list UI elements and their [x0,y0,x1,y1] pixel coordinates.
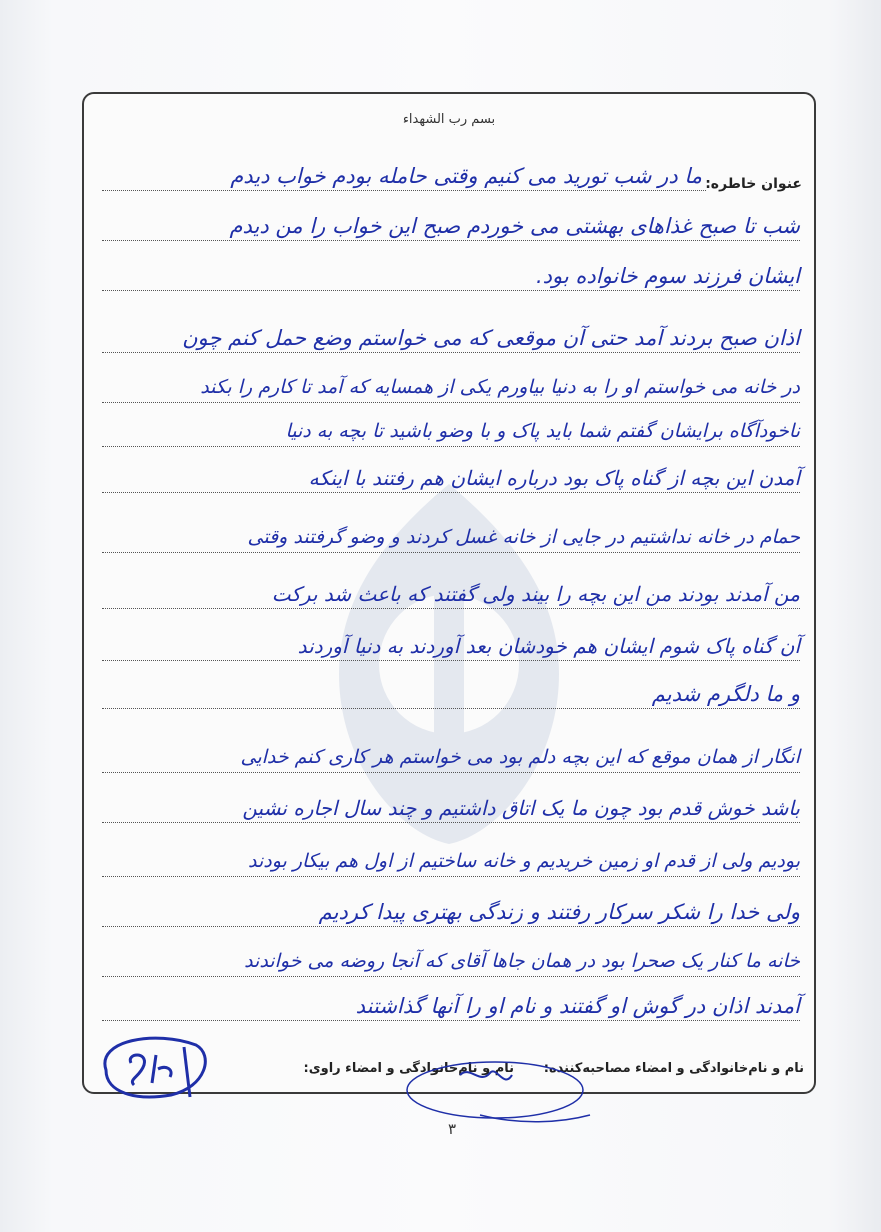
ruled-line [102,822,800,823]
ruled-line [102,772,800,773]
ruled-line [102,446,800,447]
handwritten-line: شب تا صبح غذاهای بهشتی می خوردم صبح این خواب را من دیدم [229,214,800,238]
handwritten-line: ما در شب تورید می کنیم وقتی حامله بودم خواب دیدم [230,164,702,188]
ruled-line [102,660,800,661]
handwritten-line: خانه ما کنار یک صحرا بود در همان جاها آقای که آنجا روضه می خواندند [244,950,800,972]
page-number: ۳ [448,1120,457,1138]
ruled-line [102,352,800,353]
ruled-line [102,552,800,553]
handwritten-line: باشد خوش قدم بود چون ما یک اتاق داشتیم و چند سال اجاره نشین [242,796,800,820]
narrator-signature-label: نام و نام‌خانوادگی و امضاء راوی: [303,1061,514,1076]
ruled-line [102,926,800,927]
handwritten-number-stamp-icon [86,1025,216,1105]
memoir-title-label: عنوان خاطره: [705,176,802,192]
handwritten-line: حمام در خانه نداشتیم در جایی از خانه غسل کردند و وضو گرفتند وقتی [247,526,800,548]
handwritten-line: در خانه می خواستم او را به دنیا بیاورم یکی از همسایه که آمد تا کارم را بکند [200,376,800,398]
handwritten-line: بودیم ولی از قدم او زمین خریدیم و خانه ساختیم از اول هم بیکار بودند [248,850,800,872]
handwritten-line: ولی خدا را شکر سرکار رفتند و زندگی بهتری پیدا کردیم [318,900,800,924]
ruled-line [102,190,706,191]
signature-icon [400,1045,600,1140]
handwritten-line: آمدن این بچه از گناه پاک بود درباره ایشان هم رفتند با اینکه [308,466,800,490]
ruled-line [102,976,800,977]
handwritten-line: ناخودآگاه برایشان گفتم شما باید پاک و با وضو باشید تا بچه به دنیا [285,420,800,442]
ruled-line [102,402,800,403]
ruled-line [102,876,800,877]
ruled-line [102,492,800,493]
ruled-line [102,708,800,709]
ruled-line [102,290,800,291]
ruled-line [102,1020,800,1021]
handwritten-line: اذان صبح بردند آمد حتی آن موقعی که می خواستم وضع حمل کنم چون [182,326,800,350]
interviewer-signature-label: نام و نام‌خانوادگی و امضاء مصاحبه‌کننده: [543,1061,804,1076]
ruled-line [102,608,800,609]
handwritten-line: آن گناه پاک شوم ایشان هم خودشان بعد آوردند به دنیا آوردند [297,634,800,658]
handwritten-line: آمدند اذان در گوش او گفتند و نام او را آنها گذاشتند [355,994,800,1018]
ruled-line [102,240,800,241]
memoir-form-frame [82,92,816,1094]
handwritten-line: انگار از همان موقع که این بچه دلم بود می خواستم هر کاری کنم خدایی [240,746,800,768]
basmala-heading: بسم رب الشهداء [402,112,496,127]
handwritten-line: ایشان فرزند سوم خانواده بود. [536,264,800,288]
handwritten-line: من آمدند بودند من این بچه را بیند ولی گفتند که باعث شد برکت [271,582,800,606]
handwritten-line: و ما دلگرم شدیم [651,682,800,706]
